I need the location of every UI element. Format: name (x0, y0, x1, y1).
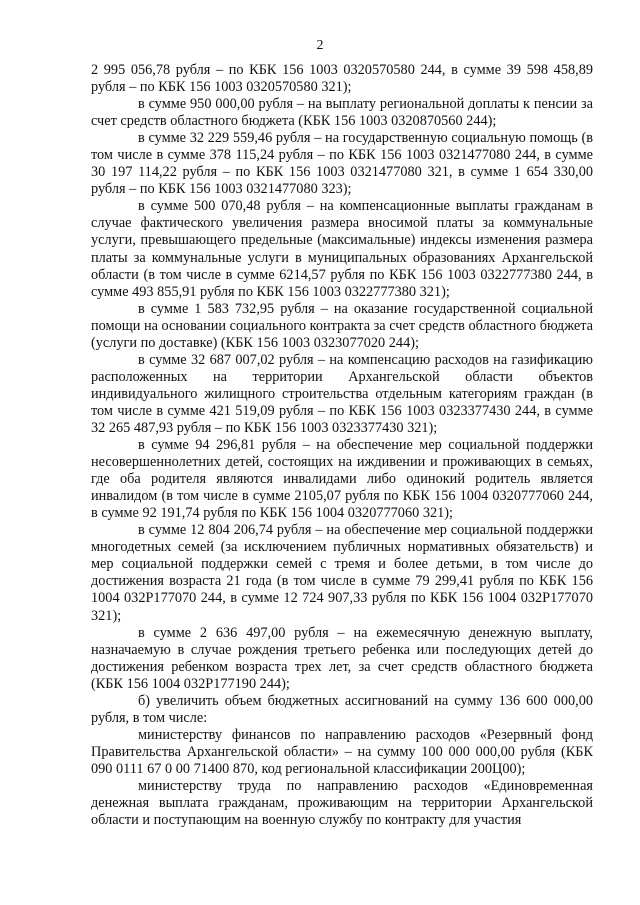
paragraph: в сумме 32 687 007,02 рубля – на компенсацию расходов на газификацию расположенных на территории Архангельской области объектов индивидуального жилищного строительства отдельным категориям граждан (в том числе в сумме 421 519,09 рубля – по КБК 156 1003 0323377430 244, в сумме 32 265 487,93 рубля – по КБК 156 1003 0323377430 321); (91, 351, 593, 436)
paragraph: в сумме 2 636 497,00 рубля – на ежемесячную денежную выплату, назначаемую в случае рождения третьего ребенка или последующих детей до достижения ребенком возраста трех лет, за счет средств областного бюджета (КБК 156 1004 032P177190 244); (91, 624, 593, 692)
paragraph: б) увеличить объем бюджетных ассигнований на сумму 136 600 000,00 рубля, в том числе: (91, 692, 593, 726)
paragraph: 2 995 056,78 рубля – по КБК 156 1003 0320570580 244, в сумме 39 598 458,89 рубля – по КБК 156 1003 0320570580 321); (91, 62, 593, 96)
paragraph: министерству труда по направлению расходов «Единовременная денежная выплата гражданам, проживающим на территории Архангельской области и поступающим на военную службу по контракту для участия (91, 777, 593, 829)
paragraph: в сумме 500 070,48 рубля – на компенсационные выплаты гражданам в случае фактического увеличения размера вносимой платы за коммунальные услуги, превышающего предельные (максимальные) индексы изменения размера платы за коммунальные услуги в муниципальных образованиях Архангельской области (в том числе в сумме 6214,57 рубля по КБК 156 1003 0322777380 244, в сумме 493 855,91 рубля по КБК 156 1003 0322777380 321); (91, 198, 593, 300)
paragraph: в сумме 32 229 559,46 рубля – на государственную социальную помощь (в том числе в сумме 378 115,24 рубля – по КБК 156 1003 0321477080 244, в сумме 30 197 114,22 рубля – по КБК 156 1003 0321477080 321, в сумме 1 654 330,00 рубля – по КБК 156 1003 0321477080 323); (91, 130, 593, 198)
page-number: 2 (316, 38, 324, 53)
paragraph: в сумме 950 000,00 рубля – на выплату региональной доплаты к пенсии за счет средств областного бюджета (КБК 156 1003 0320870560 244); (91, 96, 593, 130)
paragraph: министерству финансов по направлению расходов «Резервный фонд Правительства Архангельской области» – на сумму 100 000 000,00 рубля (КБК 090 0111 67 0 00 71400 870, код региональной классификации 200Ц00); (91, 726, 593, 777)
paragraph: в сумме 1 583 732,95 рубля – на оказание государственной социальной помощи на основании социального контракта за счет средств областного бюджета (услуги по доставке) (КБК 156 1003 0323077020 244); (91, 300, 593, 351)
document-body (91, 62, 593, 829)
paragraph: в сумме 94 296,81 рубля – на обеспечение мер социальной поддержки несовершеннолетних детей, состоящих на иждивении и проживающих в семьях, где оба родителя являются инвалидами либо одинокий родитель является инвалидом (в том числе в сумме 2105,07 рубля по КБК 156 1004 0320777060 244, в сумме 92 191,74 рубля по КБК 156 1004 0320777060 321); (91, 437, 593, 522)
paragraph: в сумме 12 804 206,74 рубля – на обеспечение мер социальной поддержки многодетных семей (за исключением публичных нормативных обязательств) и мер социальной поддержки семей с тремя и более детьми, в том числе до достижения возраста 21 года (в том числе в сумме 79 299,41 рубля по КБК 156 1004 032P177070 244, в сумме 12 724 907,33 рубля по КБК 156 1004 032P177070 321); (91, 522, 593, 624)
